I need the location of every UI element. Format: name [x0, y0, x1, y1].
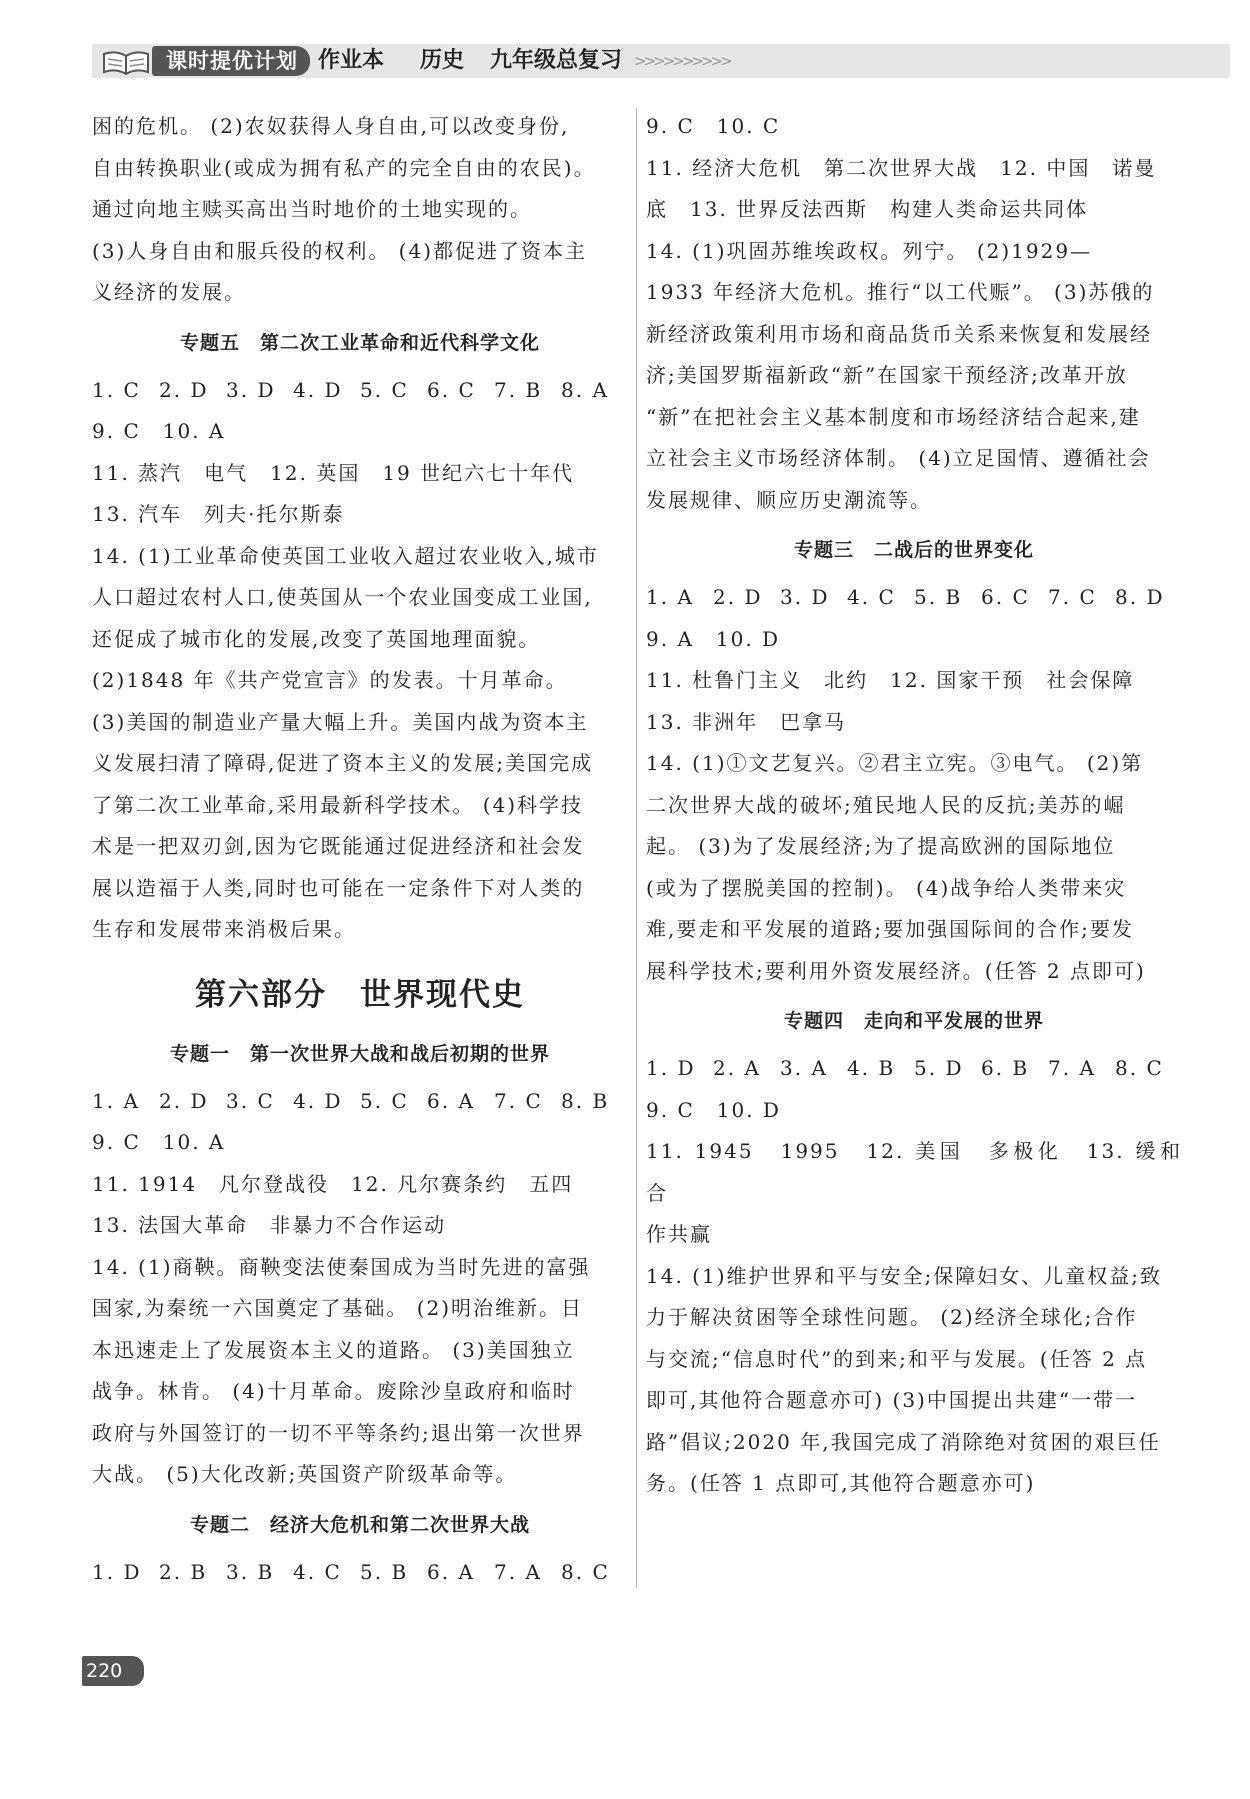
text-line: 14. (1)维护世界和平与安全;保障妇女、儿童权益;致 — [646, 1263, 1162, 1288]
text-line: 展以造福于人类,同时也可能在一定条件下对人类的 — [92, 875, 585, 900]
text-line: 14. (1)巩固苏维埃政权。列宁。 (2)1929— — [646, 238, 1093, 263]
answer-item: 5. B — [914, 585, 963, 609]
answer-row — [92, 370, 628, 412]
answer-item: 2. A — [713, 1056, 761, 1080]
answer-item: 1. D — [646, 1056, 696, 1080]
answer-item: 6. C — [981, 585, 1030, 609]
text-line: 二次世界大战的破坏;殖民地人民的反抗;美苏的崛 — [646, 792, 1126, 817]
text-line: 14. (1)工业革命使英国工业收入超过农业收入,城市 — [92, 543, 599, 568]
answer-item: 3. A — [780, 1056, 828, 1080]
answer-item: 8. D — [1115, 585, 1165, 609]
text-line: 战争。林肯。 (4)十月革命。废除沙皇政府和临时 — [92, 1379, 575, 1403]
answer-item: 6. C — [427, 377, 476, 402]
section-title: 专题三 二战后的世界变化 — [793, 539, 1034, 561]
open-book-icon — [100, 48, 152, 76]
text-line: (3)美国的制造业产量大幅上升。美国内战为资本主 — [92, 709, 589, 734]
text-line: 11. 1914 凡尔登战役 12. 凡尔赛条约 五四 — [92, 1171, 574, 1196]
text-line: (或为了摆脱美国的控制)。 (4)战争给人类带来灾 — [646, 875, 1127, 900]
section-title: 专题二 经济大危机和第二次世界大战 — [189, 1513, 530, 1536]
answer-item: 7. C — [1048, 585, 1097, 609]
answer-item: 1. D — [92, 1559, 142, 1584]
section-title: 专题四 走向和平发展的世界 — [783, 1010, 1044, 1032]
text-line: 自由转换职业(或成为拥有私产的完全自由的农民)。 — [92, 155, 596, 180]
brand-label: 课时提优计划 — [152, 46, 310, 76]
text-line: 还促成了城市化的发展,改变了英国地理面貌。 — [92, 626, 541, 651]
answer-item: 3. D — [780, 585, 830, 609]
answer-item: 4. D — [293, 1088, 343, 1113]
answer-item: 3. B — [226, 1559, 275, 1584]
text-line: 底 13. 世界反法西斯 构建人类命运共同体 — [646, 197, 1089, 221]
text-line: “新”在把社会主义基本制度和市场经济结合起来,建 — [646, 404, 1141, 429]
right-column — [646, 106, 1204, 1505]
answer-item: 6. B — [981, 1056, 1030, 1080]
text-line: (3)人身自由和服兵役的权利。 (4)都促进了资本主 — [92, 238, 588, 263]
text-line: 力于解决贫困等全球性问题。 (2)经济全球化;合作 — [646, 1305, 1138, 1329]
answer-row — [646, 1048, 1182, 1090]
answer-item: 7. C — [494, 1088, 543, 1113]
answer-row — [92, 1081, 628, 1123]
text-line: 9. C 10. A — [92, 1130, 226, 1154]
answer-item: 2. B — [159, 1559, 208, 1584]
column-divider — [636, 108, 637, 1588]
text-line: 通过向地主赎买高出当时地价的土地实现的。 — [92, 197, 532, 221]
answer-row — [92, 1552, 628, 1594]
text-line: 11. 经济大危机 第二次世界大战 12. 中国 诺曼 — [646, 155, 1157, 180]
text-line: 13. 汽车 列夫·托尔斯泰 — [92, 502, 345, 526]
text-line: 了第二次工业革命,采用最新科学技术。 (4)科学技 — [92, 792, 584, 817]
answer-item: 1. A — [92, 1088, 140, 1113]
text-line: 14. (1)①文艺复兴。②君主立宪。③电气。 (2)第 — [646, 751, 1144, 775]
answer-item: 8. C — [561, 1559, 610, 1584]
text-line: 9. A 10. D — [646, 626, 781, 651]
header-chevrons: >>>>>>>>>> — [634, 52, 730, 70]
text-line: 9. C 10. C — [646, 114, 781, 138]
text-line: 作共赢 — [646, 1222, 712, 1246]
subject: 历史 — [420, 48, 465, 73]
text-line: 难,要走和平发展的道路;要加强国际间的合作;要发 — [646, 917, 1134, 941]
answer-item: 3. C — [226, 1088, 275, 1113]
answer-item: 7. A — [1048, 1056, 1096, 1080]
answer-item: 4. D — [293, 377, 343, 402]
text-line: 立社会主义市场经济体制。 (4)立足国情、遵循社会 — [646, 446, 1151, 470]
answer-item: 7. A — [494, 1559, 542, 1584]
answer-item: 3. D — [226, 377, 276, 402]
text-line: 人口超过农村人口,使英国从一个农业国变成工业国, — [92, 585, 593, 609]
answer-item: 5. B — [360, 1559, 409, 1584]
text-line: 济;美国罗斯福新政“新”在国家干预经济;改革开放 — [646, 363, 1128, 387]
text-line: 困的危机。 (2)农奴获得人身自由,可以改变身份, — [92, 114, 570, 138]
answer-item: 6. A — [427, 1559, 475, 1584]
answer-item: 5. D — [914, 1056, 964, 1080]
book-type: 作业本 — [318, 48, 385, 73]
text-line: 展科学技术;要利用外资发展经济。(任答 2 点即可) — [646, 958, 1146, 983]
text-line: 11. 1945 1995 12. 美国 多极化 13. 缓和 合 — [646, 1139, 1204, 1205]
text-line: 生存和发展带来消极后果。 — [92, 917, 356, 941]
answer-item: 1. A — [646, 585, 694, 609]
part-title: 第六部分 世界现代史 — [195, 976, 525, 1013]
answer-item: 8. B — [561, 1088, 610, 1113]
text-line: 1933 年经济大危机。推行“以工代赈”。 (3)苏俄的 — [646, 280, 1155, 304]
text-line: 术是一把双刃剑,因为它既能通过促进经济和社会发 — [92, 834, 585, 858]
answer-item: 7. B — [494, 377, 543, 402]
answer-item: 2. D — [159, 1088, 209, 1113]
text-line: 国家,为秦统一六国奠定了基础。 (2)明治维新。日 — [92, 1296, 584, 1320]
answer-item: 6. A — [427, 1088, 475, 1113]
left-column — [92, 106, 628, 1593]
text-line: 政府与外国签订的一切不平等条约;退出第一次世界 — [92, 1420, 585, 1445]
answer-item: 4. C — [847, 585, 896, 609]
page-number: 220 — [82, 1656, 144, 1686]
text-line: 9. C 10. A — [92, 419, 226, 443]
answer-item: 4. B — [847, 1056, 896, 1080]
text-line: 务。(任答 1 点即可,其他符合题意亦可) — [646, 1471, 1036, 1495]
text-line: 11. 蒸汽 电气 12. 英国 19 世纪六七十年代 — [92, 460, 575, 485]
answer-item: 4. C — [293, 1559, 342, 1584]
text-line: 义经济的发展。 — [92, 280, 246, 304]
text-line: 14. (1)商鞅。商鞅变法使秦国成为当时先进的富强 — [92, 1254, 591, 1279]
page-header — [92, 44, 1230, 78]
text-line: 路”倡议;2020 年,我国完成了消除绝对贫困的艰巨任 — [646, 1429, 1161, 1454]
section-title: 专题五 第二次工业革命和近代科学文化 — [179, 331, 540, 354]
text-line: 大战。 (5)大化改新;英国资产阶级革命等。 — [92, 1462, 518, 1486]
text-line: 发展规律、顺应历史潮流等。 — [646, 487, 932, 512]
answer-item: 8. A — [561, 377, 609, 402]
answer-item: 8. C — [1115, 1056, 1164, 1080]
text-line: (2)1848 年《共产党宣言》的发表。十月革命。 — [92, 668, 568, 692]
grade: 九年级总复习 — [490, 48, 623, 73]
answer-item: 1. C — [92, 377, 141, 402]
answer-item: 2. D — [159, 377, 209, 402]
text-line: 义发展扫清了障碍,促进了资本主义的发展;美国完成 — [92, 751, 594, 775]
section-title: 专题一 第一次世界大战和战后初期的世界 — [169, 1042, 550, 1065]
text-line: 起。 (3)为了发展经济;为了提高欧洲的国际地位 — [646, 834, 1116, 858]
answer-row — [646, 577, 1182, 619]
answer-item: 2. D — [713, 585, 763, 609]
text-line: 13. 非洲年 巴拿马 — [646, 709, 847, 734]
text-line: 本迅速走上了发展资本主义的道路。 (3)美国独立 — [92, 1337, 575, 1362]
answer-item: 5. C — [360, 1088, 409, 1113]
text-line: 11. 杜鲁门主义 北约 12. 国家干预 社会保障 — [646, 668, 1135, 692]
text-line: 13. 法国大革命 非暴力不合作运动 — [92, 1213, 447, 1237]
text-line: 9. C 10. D — [646, 1097, 781, 1122]
text-line: 与交流;“信息时代”的到来;和平与发展。(任答 2 点 — [646, 1346, 1148, 1371]
answer-item: 5. C — [360, 377, 409, 402]
text-line: 新经济政策利用市场和商品货币关系来恢复和发展经 — [646, 321, 1152, 346]
text-line: 即可,其他符合题意亦可) (3)中国提出共建“一带一 — [646, 1388, 1138, 1412]
